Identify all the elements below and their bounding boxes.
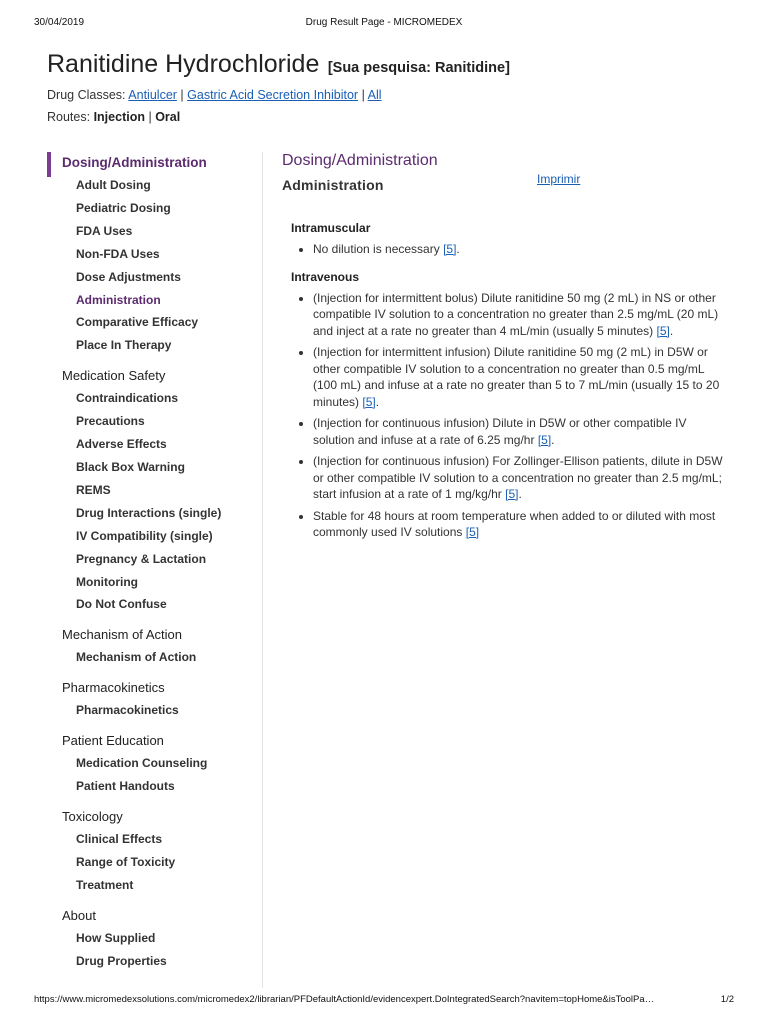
section-subtitle: Administration	[282, 177, 384, 193]
bullet-text: (Injection for continuous infusion) Dilute in D5W or other compatible IV solution and infuse at a rate of 6.25 mg/hr	[313, 416, 687, 447]
sidebar-item-patient-handouts[interactable]: Patient Handouts	[76, 779, 175, 794]
sidebar-section-about	[62, 905, 262, 973]
sidebar-section-title-toxicology[interactable]: Toxicology	[62, 808, 123, 824]
sidebar-item-range-of-toxicity[interactable]: Range of Toxicity	[76, 854, 176, 869]
subheading-intravenous: Intravenous	[291, 269, 360, 284]
drug-routes	[47, 110, 180, 124]
section-title: Dosing/Administration	[282, 152, 438, 169]
separator: |	[180, 88, 184, 102]
sidebar-item-how-supplied[interactable]: How Supplied	[76, 930, 156, 945]
drug-name-title: Ranitidine Hydrochloride	[47, 50, 320, 78]
sidebar-section-title-medication-safety[interactable]: Medication Safety	[62, 368, 166, 384]
reference-link[interactable]: [5]	[443, 242, 457, 256]
list-item	[313, 453, 730, 503]
sidebar-item-administration[interactable]: Administration	[76, 292, 161, 307]
drug-classes-label: Drug Classes:	[47, 88, 126, 102]
sidebar-item-iv-compatibility-single[interactable]: IV Compatibility (single)	[76, 528, 213, 543]
drug-class-all-link[interactable]: All	[367, 88, 382, 102]
sidebar-item-non-fda-uses[interactable]: Non-FDA Uses	[76, 246, 160, 261]
separator: |	[361, 88, 365, 102]
sidebar-item-do-not-confuse[interactable]: Do Not Confuse	[76, 597, 167, 612]
sidebar-item-comparative-efficacy[interactable]: Comparative Efficacy	[76, 315, 199, 330]
print-url: https://www.micromedexsolutions.com/micromedex2/librarian/PFDefaultActionId/evidencexpert.DoIntegratedSearch?navitem=topHome&isToolPa…	[34, 994, 655, 1005]
active-section-indicator	[47, 152, 51, 177]
sidebar-item-clinical-effects[interactable]: Clinical Effects	[76, 831, 163, 846]
sidebar-item-medication-counseling[interactable]: Medication Counseling	[76, 756, 208, 771]
bullet-tail: .	[518, 487, 522, 501]
sidebar-section-title-mechanism-of-action[interactable]: Mechanism of Action	[62, 627, 182, 643]
bullet-text: Stable for 48 hours at room temperature when added to or diluted with most commonly used IV solutions	[313, 508, 716, 539]
bullet-text: (Injection for intermittent infusion) Dilute ranitidine 50 mg (2 mL) in D5W or other compatible IV solution to a concentration no greater than 0.5 mg/mL (100 mL) and infuse at a rate no greater than 5 to 7 mL/min (usually 15 to 20 minutes)	[313, 345, 720, 409]
sidebar-item-fda-uses[interactable]: FDA Uses	[76, 223, 133, 238]
reference-link[interactable]: [5]	[656, 323, 670, 338]
sidebar-section-toxicology	[62, 806, 262, 897]
sidebar-section-title-about[interactable]: About	[62, 907, 96, 923]
sidebar-item-contraindications[interactable]: Contraindications	[76, 391, 179, 406]
bullet-tail: .	[375, 394, 380, 409]
sidebar-item-mechanism-of-action[interactable]: Mechanism of Action	[76, 650, 197, 665]
sidebar-item-rems[interactable]: REMS	[76, 482, 111, 497]
sidebar-nav	[47, 152, 262, 980]
sidebar-item-adverse-effects[interactable]: Adverse Effects	[76, 437, 167, 452]
bullet-tail: .	[551, 432, 555, 447]
bullet-text: (Injection for intermittent bolus) Dilute ranitidine 50 mg (2 mL) in NS or other compatible IV solution to a concentration no greater than 2.5 mg/mL (20 mL) and inject at a rate no greater than 4 mL/min (usually 5 minutes)	[313, 290, 719, 338]
separator: |	[148, 110, 152, 124]
bullet-tail: .	[456, 242, 460, 256]
list-item	[313, 508, 730, 541]
sidebar-section-dosing-administration	[62, 152, 262, 357]
reference-link[interactable]: [5]	[537, 432, 552, 447]
sidebar-section-patient-education	[62, 730, 262, 798]
reference-link[interactable]: [5]	[362, 394, 376, 409]
sidebar-item-dose-adjustments[interactable]: Dose Adjustments	[76, 269, 181, 284]
routes-label: Routes:	[47, 110, 91, 124]
sidebar-item-adult-dosing[interactable]: Adult Dosing	[76, 178, 151, 192]
sidebar-section-mechanism-of-action	[62, 624, 262, 669]
print-date: 30/04/2019	[34, 17, 85, 28]
search-term-label: [Sua pesquisa: Ranitidine]	[327, 60, 510, 76]
print-page-title: Drug Result Page - MICROMEDEX	[305, 17, 463, 28]
subheading-intramuscular: Intramuscular	[291, 221, 371, 235]
sidebar-item-pediatric-dosing[interactable]: Pediatric Dosing	[76, 200, 171, 215]
drug-classes	[47, 88, 382, 102]
sidebar-section-title-dosing-administration[interactable]: Dosing/Administration	[62, 155, 207, 170]
print-page-number: 1/2	[720, 994, 734, 1005]
sidebar-item-treatment[interactable]: Treatment	[76, 877, 134, 892]
list-item	[313, 344, 730, 410]
drug-class-antiulcer-link[interactable]: Antiulcer	[128, 88, 177, 102]
sidebar-item-pregnancy-lactation[interactable]: Pregnancy & Lactation	[76, 551, 207, 566]
reference-link[interactable]: [5]	[465, 525, 480, 539]
sidebar-item-drug-properties[interactable]: Drug Properties	[76, 953, 167, 968]
bullet-text: (Injection for continuous infusion) For Zollinger-Ellison patients, dilute in D5W or other compatible IV solution to a concentration no greater than 2.5 mg/mL; start infusion at a rate of 1 mg/kg/hr	[313, 454, 723, 501]
print-header	[0, 17, 768, 31]
sidebar-item-place-in-therapy[interactable]: Place In Therapy	[76, 338, 172, 353]
sidebar-section-pharmacokinetics	[62, 677, 262, 722]
drug-title-line	[47, 50, 510, 79]
column-divider	[262, 152, 263, 988]
bullet-text: No dilution is necessary	[313, 242, 440, 256]
sidebar-section-title-patient-education[interactable]: Patient Education	[62, 733, 164, 749]
route-injection: Injection	[93, 110, 145, 124]
sidebar-item-precautions[interactable]: Precautions	[76, 414, 145, 429]
sidebar-item-black-box-warning[interactable]: Black Box Warning	[76, 459, 185, 474]
drug-class-gastric-acid-link[interactable]: Gastric Acid Secretion Inhibitor	[187, 88, 359, 102]
sidebar-item-drug-interactions-single[interactable]: Drug Interactions (single)	[76, 505, 222, 520]
sidebar-section-title-pharmacokinetics[interactable]: Pharmacokinetics	[62, 680, 165, 696]
bullet-list-intravenous	[282, 290, 730, 541]
main-content	[282, 152, 730, 546]
list-item	[313, 290, 730, 340]
reference-link[interactable]: [5]	[505, 487, 519, 501]
print-link[interactable]: Imprimir	[537, 172, 581, 186]
route-oral: Oral	[155, 110, 181, 124]
bullet-list-intramuscular	[282, 241, 730, 258]
list-item	[313, 241, 730, 258]
sidebar-section-medication-safety	[62, 365, 262, 616]
sidebar-item-monitoring[interactable]: Monitoring	[76, 574, 138, 589]
sidebar-item-pharmacokinetics[interactable]: Pharmacokinetics	[76, 703, 179, 718]
bullet-tail: .	[669, 323, 674, 338]
list-item	[313, 415, 730, 448]
